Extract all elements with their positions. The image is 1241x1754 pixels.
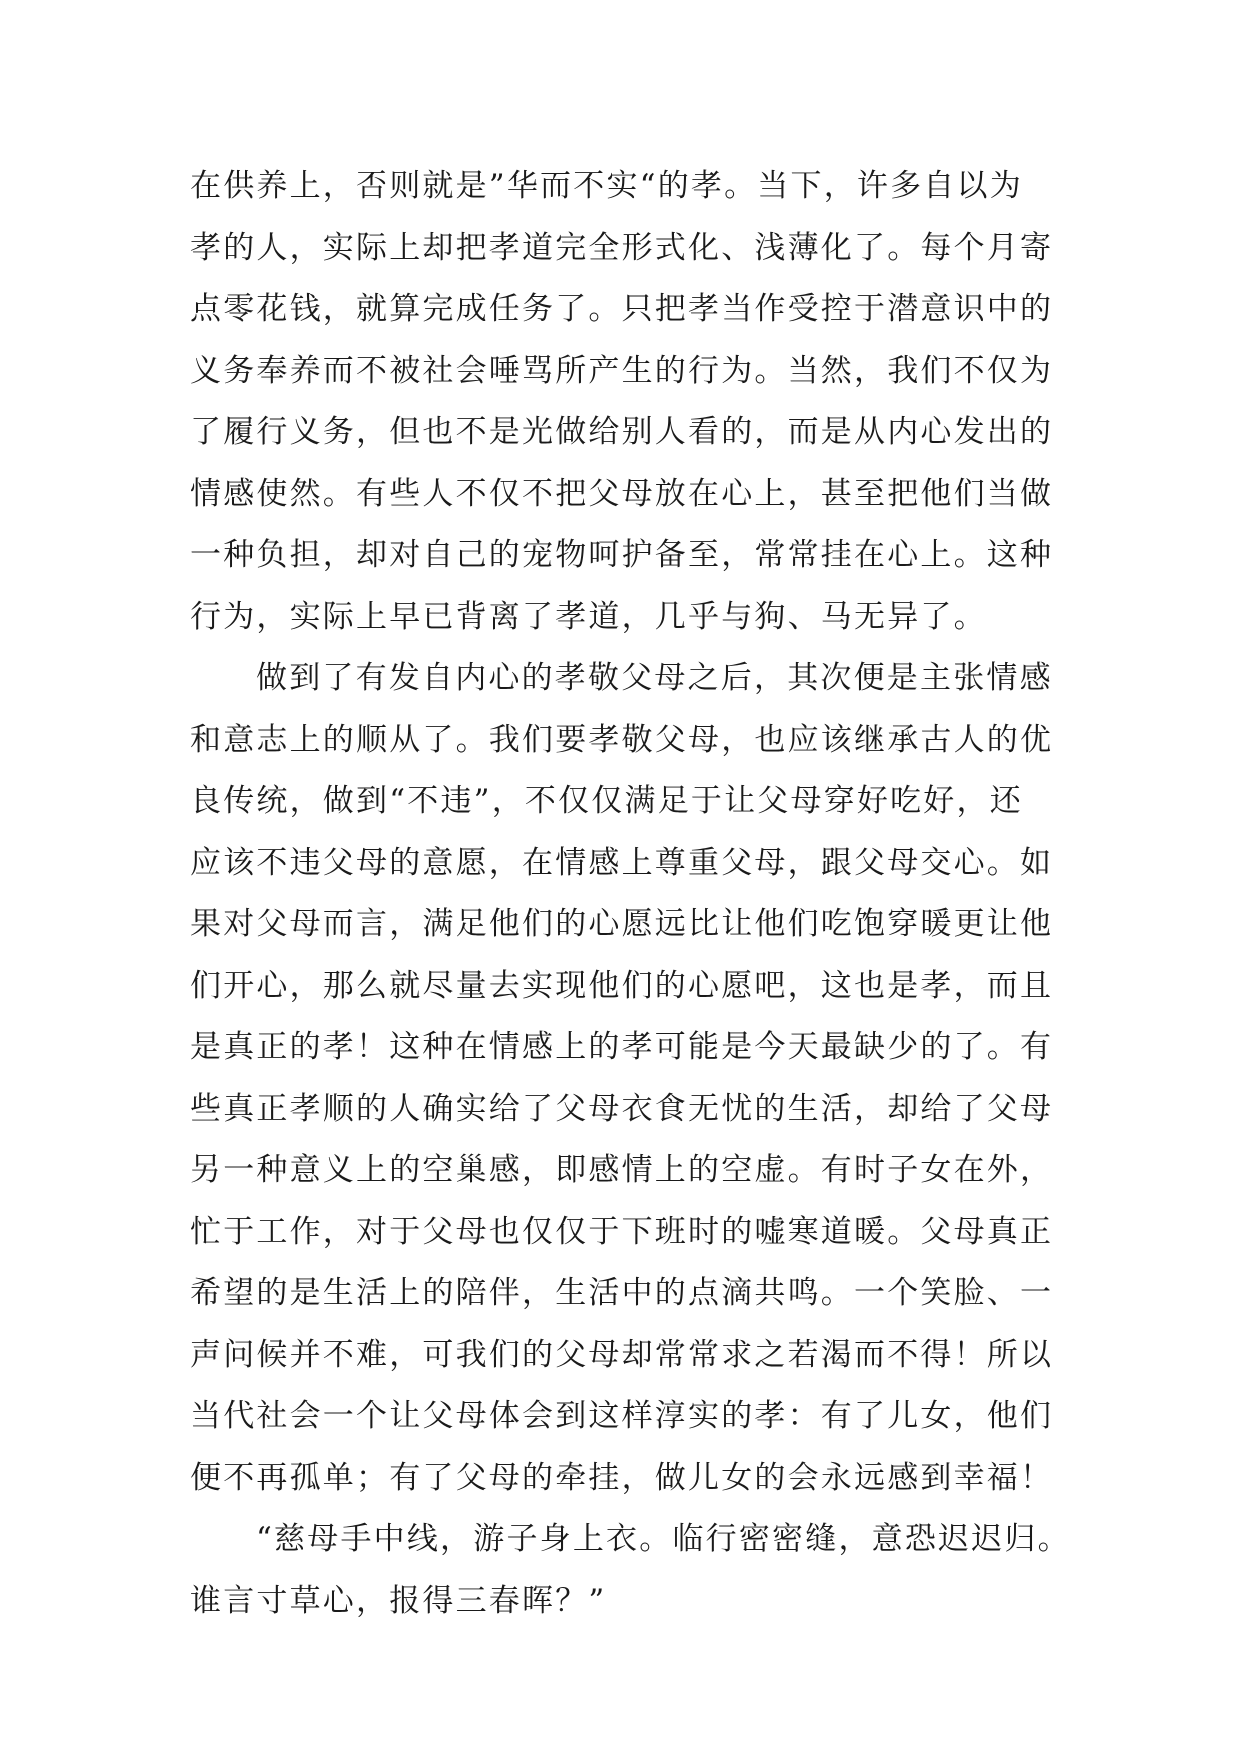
- text-line: 是真正的孝！这种在情感上的孝可能是今天最缺少的了。有: [190, 1029, 1054, 1065]
- text-line: 声问候并不难，可我们的父母却常常求之若渴而不得！所以: [190, 1336, 1054, 1373]
- body-text: [190, 156, 1070, 1632]
- text-line: 果对父母而言，满足他们的心愿远比让他们吃饱穿暖更让他: [190, 906, 1054, 942]
- text-line: 在供养上，否则就是”华而不实“的孝。当下，许多自以为: [190, 168, 1023, 204]
- text-line: 当代社会一个让父母体会到这样淳实的孝：有了儿女，他们: [190, 1398, 1054, 1434]
- paragraph-first-line: “慈母手中线，游子身上衣。临行密密缝，意恐迟迟归。: [256, 1521, 1071, 1557]
- text-line: 应该不违父母的意愿，在情感上尊重父母，跟父母交心。如: [190, 844, 1054, 881]
- text-line: 们开心，那么就尽量去实现他们的心愿吧，这也是孝，而且: [190, 967, 1054, 1004]
- text-line: 希望的是生活上的陪伴，生活中的点滴共鸣。一个笑脸、一: [190, 1275, 1054, 1311]
- text-line: 了履行义务，但也不是光做给别人看的，而是从内心发出的: [190, 414, 1054, 450]
- text-line: 义务奉养而不被社会唾骂所产生的行为。当然，我们不仅为: [190, 352, 1054, 389]
- text-line: 另一种意义上的空巢感，即感情上的空虚。有时子女在外，: [190, 1152, 1054, 1188]
- text-line: 孝的人，实际上却把孝道完全形式化、浅薄化了。每个月寄: [190, 229, 1054, 266]
- text-line: 和意志上的顺从了。我们要孝敬父母，也应该继承古人的优: [190, 721, 1054, 758]
- text-line: 便不再孤单；有了父母的牵挂，做儿女的会永远感到幸福！: [190, 1459, 1054, 1496]
- text-line: 行为，实际上早已背离了孝道，几乎与狗、马无异了。: [190, 598, 987, 635]
- text-line: 谁言寸草心，报得三春晖？”: [190, 1582, 607, 1619]
- text-line: 忙于工作，对于父母也仅仅于下班时的嘘寒道暖。父母真正: [190, 1213, 1054, 1250]
- text-line: 一种负担，却对自己的宠物呵护备至，常常挂在心上。这种: [190, 537, 1054, 573]
- text-line: 点零花钱，就算完成任务了。只把孝当作受控于潜意识中的: [190, 291, 1054, 327]
- text-line: 良传统，做到“不违”，不仅仅满足于让父母穿好吃好，还: [190, 783, 1023, 819]
- text-line: 些真正孝顺的人确实给了父母衣食无忧的生活，却给了父母: [190, 1090, 1054, 1127]
- text-line: 情感使然。有些人不仅不把父母放在心上，甚至把他们当做: [190, 475, 1054, 512]
- paragraph-first-line: 做到了有发自内心的孝敬父母之后，其次便是主张情感: [256, 660, 1053, 696]
